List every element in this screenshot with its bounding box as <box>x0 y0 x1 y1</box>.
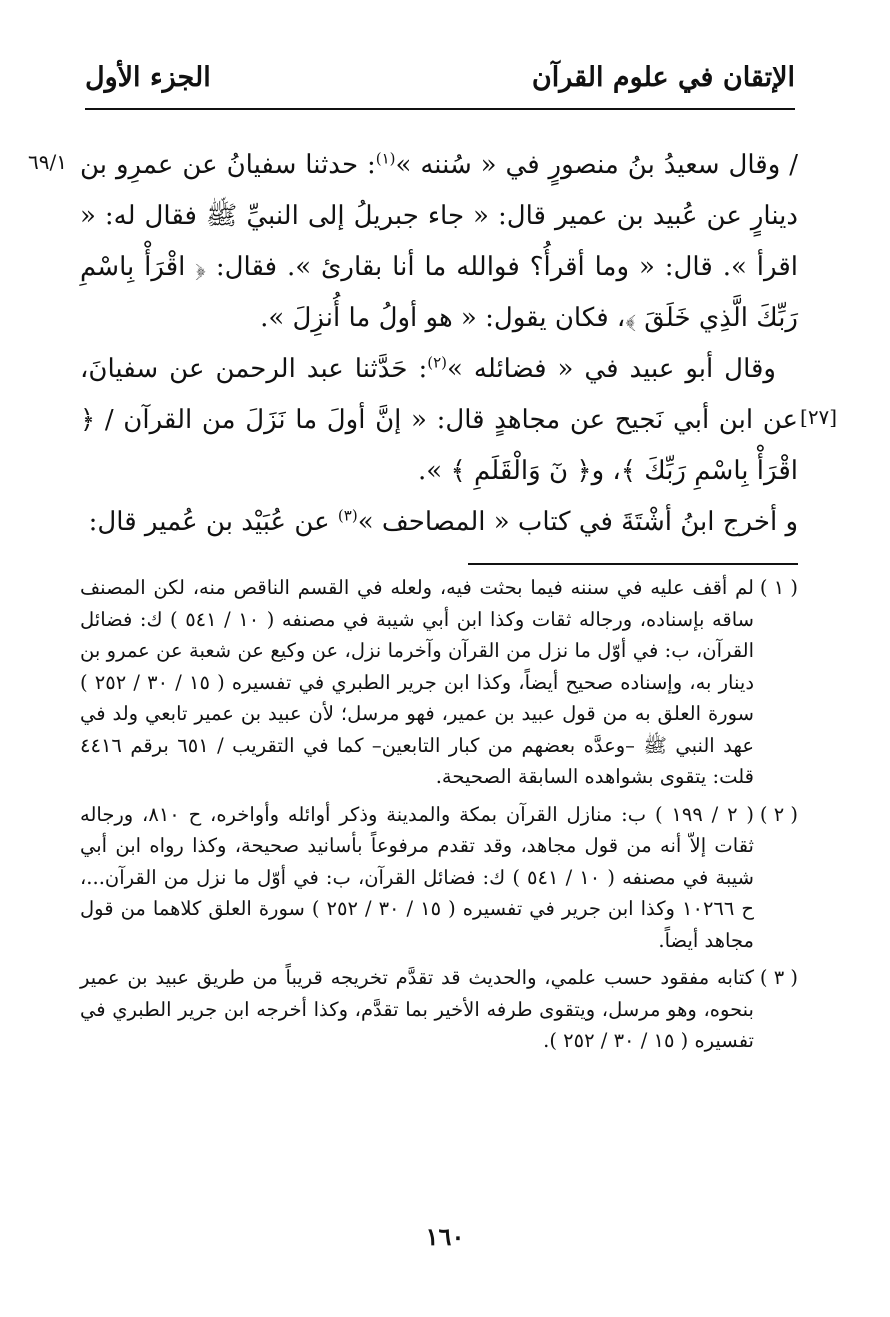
footnote-text: كتابه مفقود حسب علمي، والحديث قد تقدَّم تخريجه قريباً من طريق عبيد بن عمير بنحوه، وهو مرسل، ويتقوى طرفه الأخير بما تقدَّم، وكذا أخرجه ابن جرير الطبري في تفسيره ( ١٥ / ٣٠ / ٢٥٢ ). <box>80 966 754 1052</box>
margin-reference-original: ٦٩/١ <box>28 150 67 174</box>
footnote-number: ( ٢ ) <box>759 802 798 826</box>
footnote-number: ( ١ ) <box>759 576 798 599</box>
footnote-text: لم أقف عليه في سننه فيما بحثت فيه، ولعله في القسم الناقص منه، لكن المصنف ساقه بإسناده، ورجاله ثقات وكذا ابن أبي شيبة في مصنفه ( ١٠ / ٥٤١ ) ك: فضائل القرآن، ب: في أوّل ما نزل من القرآن وآخرما نزل، عن وكيع عن شعبة عن عمرو بن دينار به، وإسناده صحيح أيضاً، وكذا ابن جرير الطبري في تفسيره ( ١٥ / ٣٠ / ٢٥٢ ) سورة العلق به من قول عبيد بن عمير، فهو مرسل؛ لأن عبيد بن عمير تابعي ولد في عهد النبي ﷺ –وعدَّه بعضهم من كبار التابعين– كما في التقريب / ٦٥١ برقم ٤٤١٦ قلت: يتقوى بشواهده السابقة الصحيحة. <box>80 576 755 788</box>
footnote-ref-1[interactable]: (١) <box>375 149 396 168</box>
page-number: ١٦٠ <box>425 1222 465 1251</box>
footnote-3 <box>80 962 798 1057</box>
paragraph-1: / وقال سعيدُ بنُ منصورٍ في « سُننه »$^{(١)}$: حدثنا سفيانُ عن عمرِو بن دينارٍ عن عُبيد بن عمير قال: « جاء جبريلُ إلى النبيِّ ﷺ فقال له: « اقرأ ». قال: « وما أقرأُ؟ فوالله ما أنا بقارئ ». فقال: ﴿ اقْرَأْ بِاسْمِ رَبِّكَ الَّذِي خَلَقَ ﴾، فكان يقول: « هو أولُ ما أُنزِلَ ». <box>80 149 798 333</box>
paragraph-2: وقال أبو عبيد في « فضائله »$^{(٢)}$: حَدَّثنا عبد الرحمن عن سفيانَ، عن ابن أبي نَجيح عن مجاهدٍ قال: « إنَّ أولَ ما نَزَلَ من القرآن / ﴿ اقْرَأْ بِاسْمِ رَبِّكَ ﴾، و﴿ نٓ وَالْقَلَمِ ﴾ ». <box>80 353 798 486</box>
footnote-ref-3[interactable]: (٣) <box>337 506 358 525</box>
volume-label: الجزء الأول <box>85 62 211 93</box>
footnote-1 <box>80 572 798 793</box>
book-title: الإتقان في علوم القرآن <box>531 62 795 93</box>
margin-reference-page: [٢٧] <box>800 405 838 429</box>
footnote-number: ( ٣ ) <box>759 966 798 989</box>
running-header <box>85 58 795 110</box>
footnote-ref-2[interactable]: (٢) <box>427 353 448 372</box>
footnotes <box>80 572 798 1063</box>
footnote-2 <box>80 799 798 957</box>
footnote-text: ( ٢ / ١٩٩ ) ب: منازل القرآن بمكة والمدينة وذكر أوائله وأواخره، ح ٨١٠، ورجاله ثقات إلاّ أنه من قول مجاهد، وقد تقدم مرفوعاً بأسانيد صحيحة، وكذا رواه ابن أبي شيبة في مصنفه ( ١٠ / ٥٤١ ) ك: فضائل القرآن، ب: في أوّل ما نزل من القرآن...، ح ١٠٢٦٦ وكذا ابن جرير في تفسيره ( ١٥ / ٣٠ / ٢٥٢ ) سورة العلق كلاهما من قول مجاهد أيضاً. <box>80 802 754 952</box>
footnote-divider <box>468 563 798 565</box>
main-text <box>80 140 798 548</box>
paragraph-3: و أخرج ابنُ أشْتَةَ في كتاب « المصاحف »$^{(٣)}$ عن عُبَيْد بن عُمير قال: <box>88 506 798 537</box>
